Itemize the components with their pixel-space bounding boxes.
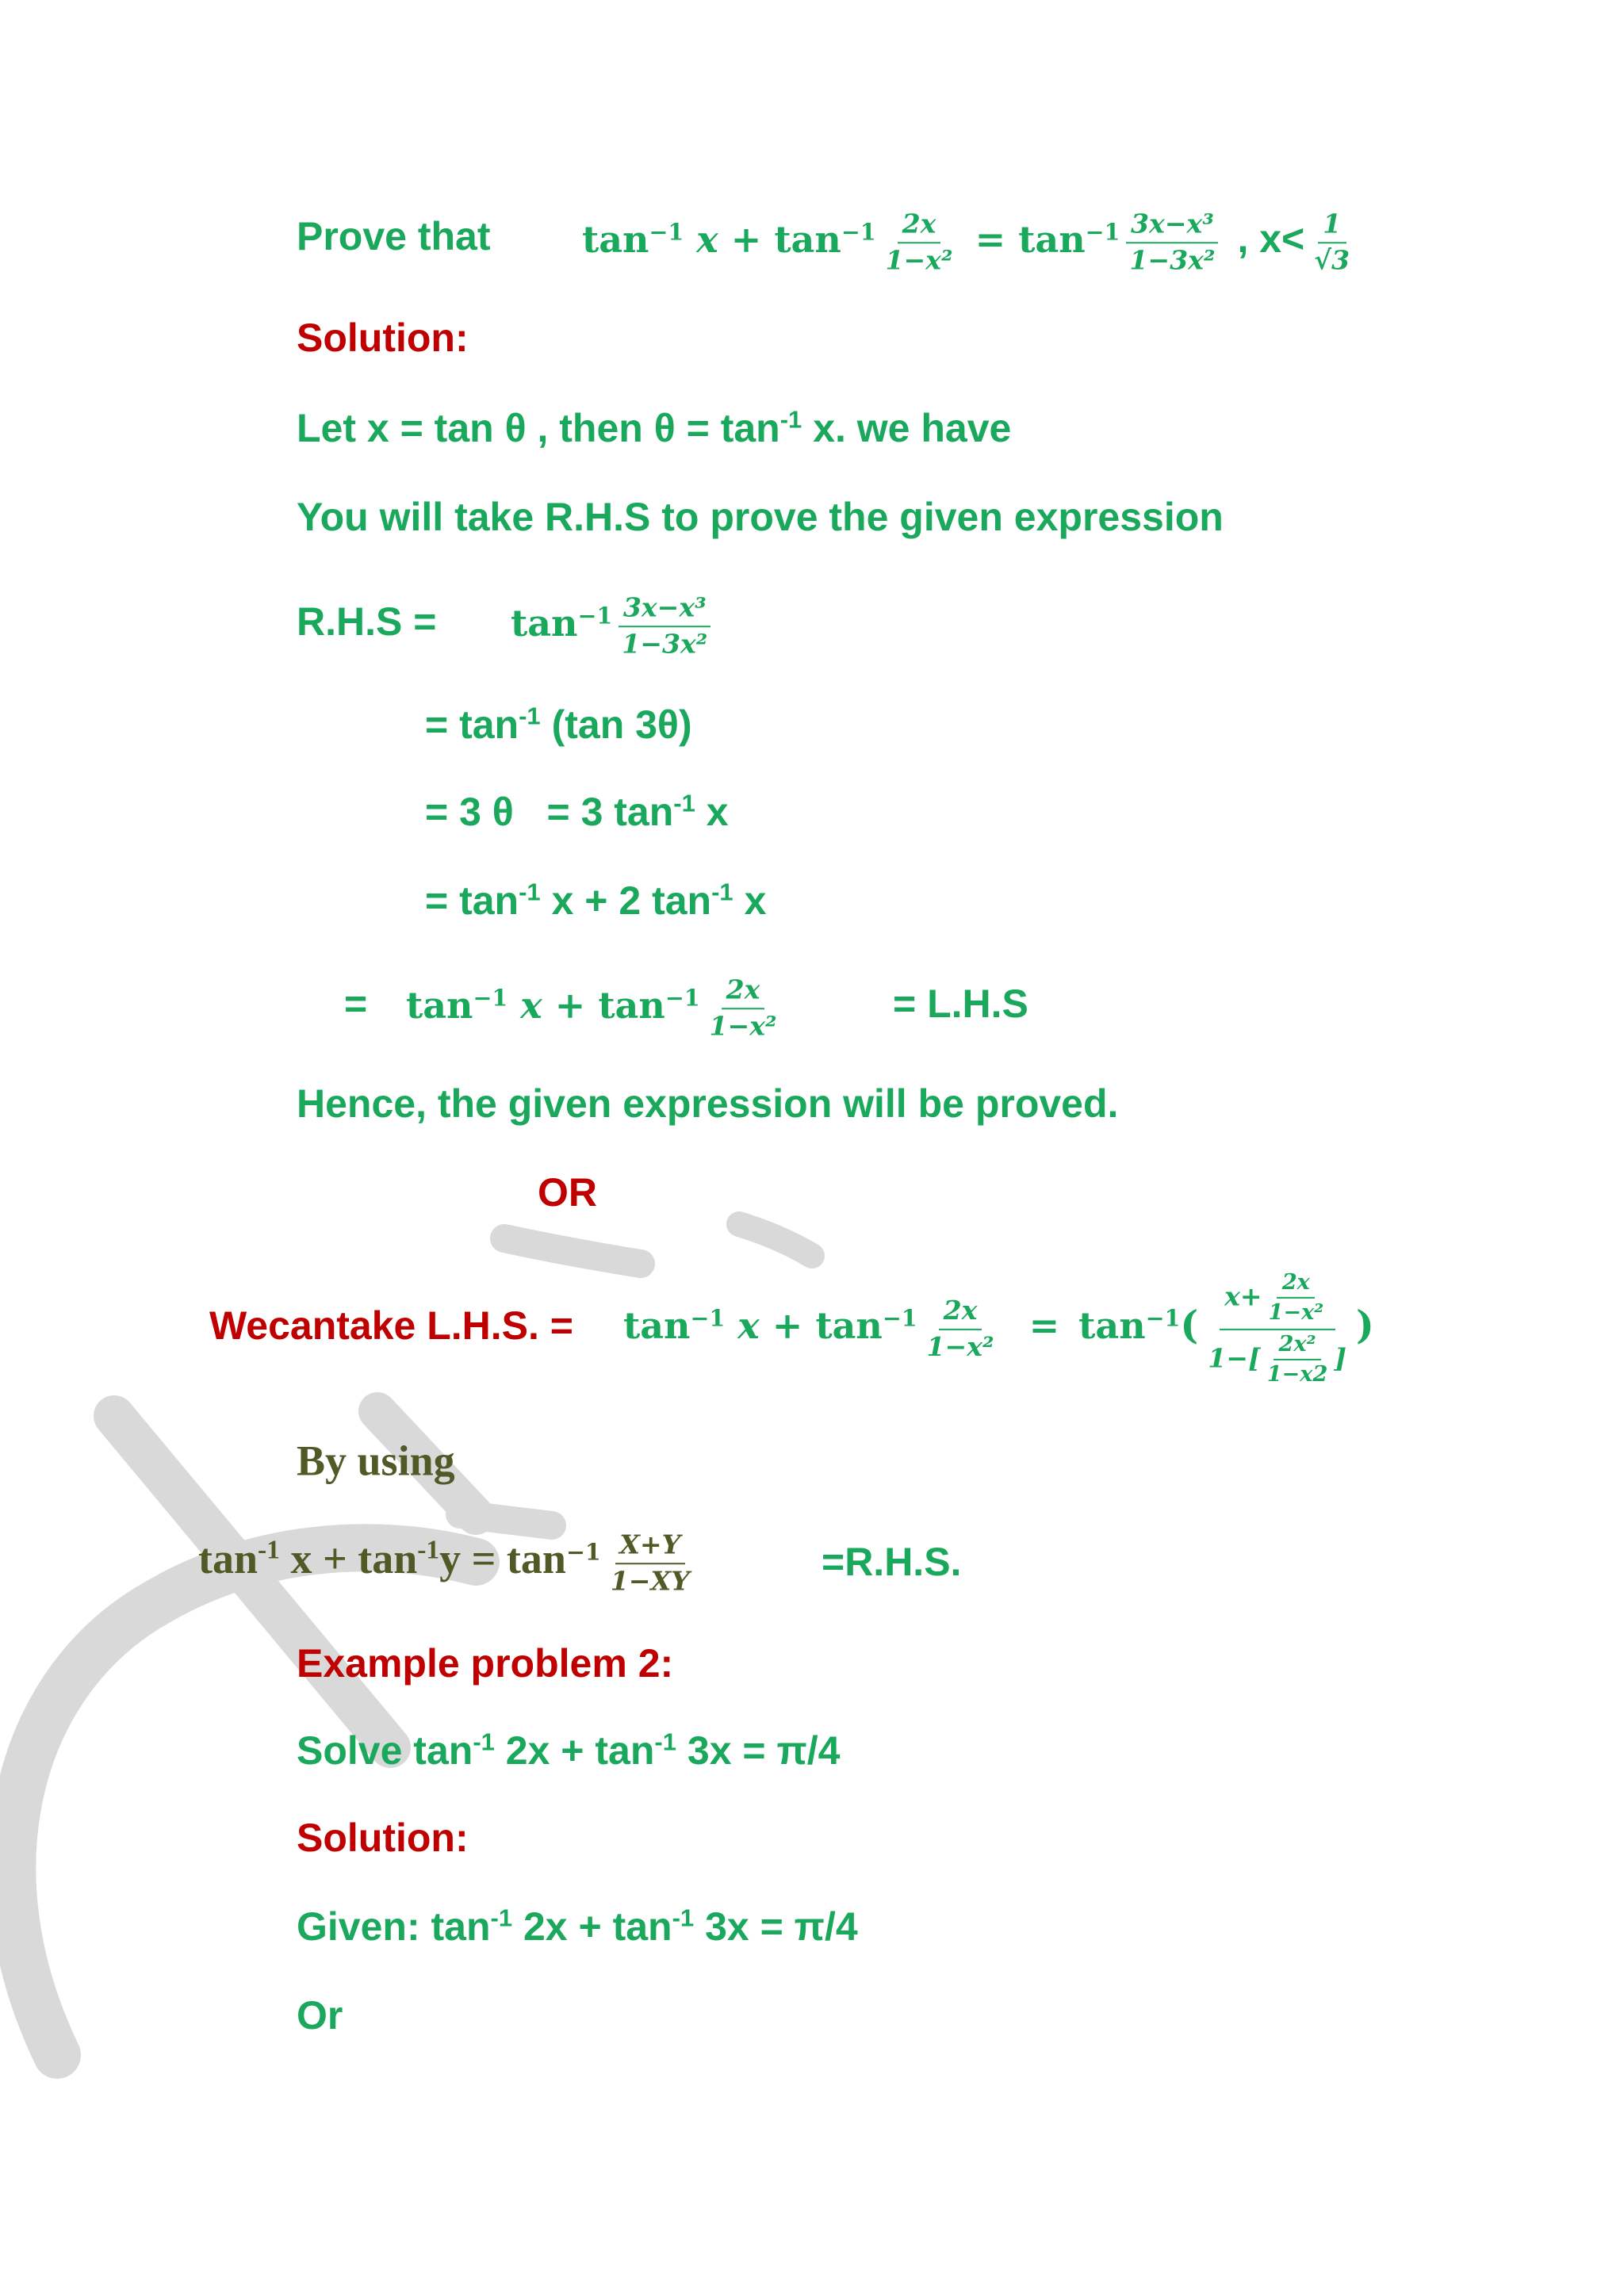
inverse-superscript: −1 <box>649 220 684 247</box>
identity-math <box>565 1528 699 1596</box>
inverse-superscript: −1 <box>690 1307 726 1333</box>
plus-sign: + <box>554 985 586 1027</box>
variable-x: x <box>696 219 718 262</box>
step-text: x + 2 tan <box>540 878 712 924</box>
prove-label-line <box>297 213 491 263</box>
step-4-expression <box>406 974 787 1043</box>
inverse-superscript: -1 <box>473 1729 495 1757</box>
conclusion-text: Hence, the given expression will be proved. <box>297 1081 1119 1127</box>
step-text: = 3 θ = 3 tan <box>425 790 674 835</box>
lhs-result: = L.H.S <box>893 982 1028 1027</box>
inverse-superscript: -1 <box>258 1534 280 1565</box>
fraction-numerator: 2x² <box>1274 1331 1321 1360</box>
watermark-stroke <box>12 1548 476 2055</box>
compound-numerator <box>1220 1270 1335 1330</box>
watermark-stroke <box>504 1238 641 1264</box>
fraction-denominator: √3 <box>1314 243 1350 275</box>
rhs-label: R.H.S = <box>297 599 437 645</box>
fraction-numerator: 2x <box>939 1295 982 1330</box>
identity-text: tan <box>198 1535 259 1582</box>
step-text: (tan 3θ) <box>540 702 692 748</box>
rhs-label-line <box>297 599 436 649</box>
numerator-prefix: x+ <box>1224 1280 1262 1312</box>
lhs-label: Wecantake L.H.S. = <box>209 1303 573 1349</box>
by-using-line <box>297 1435 455 1489</box>
inverse-superscript: −1 <box>665 986 700 1012</box>
solution-heading-text: Solution: <box>297 1816 469 1861</box>
fraction <box>606 1529 695 1598</box>
fraction-denominator: 1−x² <box>885 243 953 275</box>
equals-sign: = <box>1028 1305 1060 1348</box>
identity-text: y = tan <box>439 1535 566 1582</box>
fraction-denominator: 1−x² <box>926 1330 994 1361</box>
fraction <box>922 1295 999 1363</box>
fraction <box>881 209 958 277</box>
given-text: Given: tan <box>297 1904 491 1950</box>
inverse-superscript: -1 <box>673 790 695 818</box>
fraction-numerator: 3x−x³ <box>1126 209 1219 243</box>
or-text: Or <box>297 1993 343 2038</box>
variable-x: x <box>520 985 542 1027</box>
close-paren: ) <box>1356 1302 1374 1348</box>
identity-line <box>198 1529 699 1598</box>
inverse-superscript: -1 <box>417 1534 440 1565</box>
fraction-denominator: 1−3x² <box>1129 243 1216 275</box>
or-divider <box>538 1169 597 1219</box>
step-4-result <box>893 981 1028 1031</box>
inverse-superscript: -1 <box>672 1905 695 1933</box>
solve-text: Solve tan <box>297 1728 473 1774</box>
fraction-denominator: 1−x² <box>1268 1300 1324 1326</box>
inverse-superscript: -1 <box>654 1729 676 1757</box>
inverse-superscript: −1 <box>841 220 876 247</box>
inverse-superscript: −1 <box>473 986 508 1012</box>
lhs-label-line <box>209 1303 573 1353</box>
let-line <box>297 405 1011 455</box>
solve-text: 2x + tan <box>494 1728 655 1774</box>
denominator-prefix: 1−[ <box>1208 1341 1261 1373</box>
step-text: x <box>695 790 729 835</box>
inverse-superscript: −1 <box>1145 1307 1181 1333</box>
tan-function: tan <box>774 219 841 262</box>
given-text: 3x = π/4 <box>694 1904 858 1950</box>
fraction <box>617 592 712 660</box>
step-2 <box>425 789 729 839</box>
let-text-end: x. we have <box>802 406 1012 451</box>
fraction-numerator: 2x <box>898 209 941 243</box>
fraction <box>705 974 782 1043</box>
fraction-numerator: X+Y <box>615 1529 685 1564</box>
open-paren: ( <box>1180 1302 1199 1348</box>
step-text: x <box>733 878 767 924</box>
given-line <box>297 1904 858 1954</box>
inverse-superscript: -1 <box>519 703 541 731</box>
rhs-expression <box>511 592 717 660</box>
fraction-denominator: 1−3x² <box>622 627 708 659</box>
fraction-numerator: 2x <box>1277 1270 1315 1299</box>
tan-function: tan <box>406 985 473 1027</box>
statement-equation <box>582 209 1359 277</box>
example-heading-text: Example problem 2: <box>297 1641 674 1686</box>
or-line <box>297 1992 343 2042</box>
solution-heading-2 <box>297 1815 469 1865</box>
fraction-denominator: 1−x2 <box>1266 1361 1328 1387</box>
tan-function: tan <box>598 985 665 1027</box>
watermark-stroke <box>739 1224 812 1256</box>
step-3 <box>425 878 766 928</box>
tan-function: tan <box>1078 1305 1146 1348</box>
variable-x: x <box>737 1305 760 1348</box>
tan-function: tan <box>623 1305 691 1348</box>
fraction-numerator: 3x−x³ <box>619 592 711 627</box>
inverse-superscript: -1 <box>779 407 802 434</box>
fraction-denominator: 1−x² <box>709 1009 777 1041</box>
inverse-superscript: −1 <box>1085 220 1120 247</box>
rhs-result: =R.H.S. <box>822 1540 962 1585</box>
or-label: OR <box>538 1170 597 1215</box>
step-text: = tan <box>425 878 519 924</box>
fraction-numerator: 1 <box>1318 209 1346 243</box>
condition-fraction <box>1309 209 1354 277</box>
tan-function: tan <box>582 219 649 262</box>
by-using-label: By using <box>297 1437 455 1485</box>
lhs-expression <box>623 1270 1374 1387</box>
equals-sign: = <box>975 219 1006 262</box>
step-1 <box>425 702 692 752</box>
solve-text: 3x = π/4 <box>676 1728 841 1774</box>
example-heading <box>297 1640 673 1690</box>
identity-text: x + tan <box>279 1535 418 1582</box>
inverse-superscript: −1 <box>882 1307 917 1333</box>
take-rhs-line <box>297 494 1224 544</box>
condition-label: , x< <box>1237 217 1305 262</box>
take-rhs-text: You will take R.H.S to prove the given expression <box>297 495 1224 540</box>
solution-heading <box>297 315 469 365</box>
solution-heading-text: Solution: <box>297 316 469 361</box>
plus-sign: + <box>772 1305 803 1348</box>
tan-function: tan <box>511 603 578 645</box>
inverse-superscript: −1 <box>577 604 613 630</box>
inverse-superscript: -1 <box>519 879 541 907</box>
tan-function: tan <box>1018 219 1086 262</box>
conclusion-line <box>297 1081 1118 1131</box>
solve-line <box>297 1728 841 1777</box>
tan-function: tan <box>815 1305 883 1348</box>
fraction-numerator: 2x <box>722 974 765 1009</box>
inner-fraction <box>1262 1331 1333 1387</box>
identity-result <box>822 1539 961 1589</box>
equals-sign: = <box>344 982 368 1027</box>
let-text: Let x = tan θ , then θ = tan <box>297 406 780 451</box>
inverse-superscript: -1 <box>711 879 733 907</box>
denominator-suffix: ] <box>1334 1341 1347 1373</box>
fraction <box>1124 209 1220 277</box>
inner-fraction <box>1264 1270 1329 1326</box>
step-4-equals <box>344 981 367 1031</box>
prove-label: Prove that <box>297 214 491 259</box>
step-text: = tan <box>425 702 519 748</box>
compound-denominator <box>1203 1330 1351 1387</box>
watermark-stroke <box>460 1514 552 1525</box>
fraction-denominator: 1−XY <box>610 1564 690 1596</box>
compound-fraction <box>1203 1270 1351 1387</box>
plus-sign: + <box>730 219 762 262</box>
given-text: 2x + tan <box>512 1904 672 1950</box>
inverse-superscript: -1 <box>490 1905 513 1933</box>
inverse-superscript: −1 <box>565 1541 601 1567</box>
